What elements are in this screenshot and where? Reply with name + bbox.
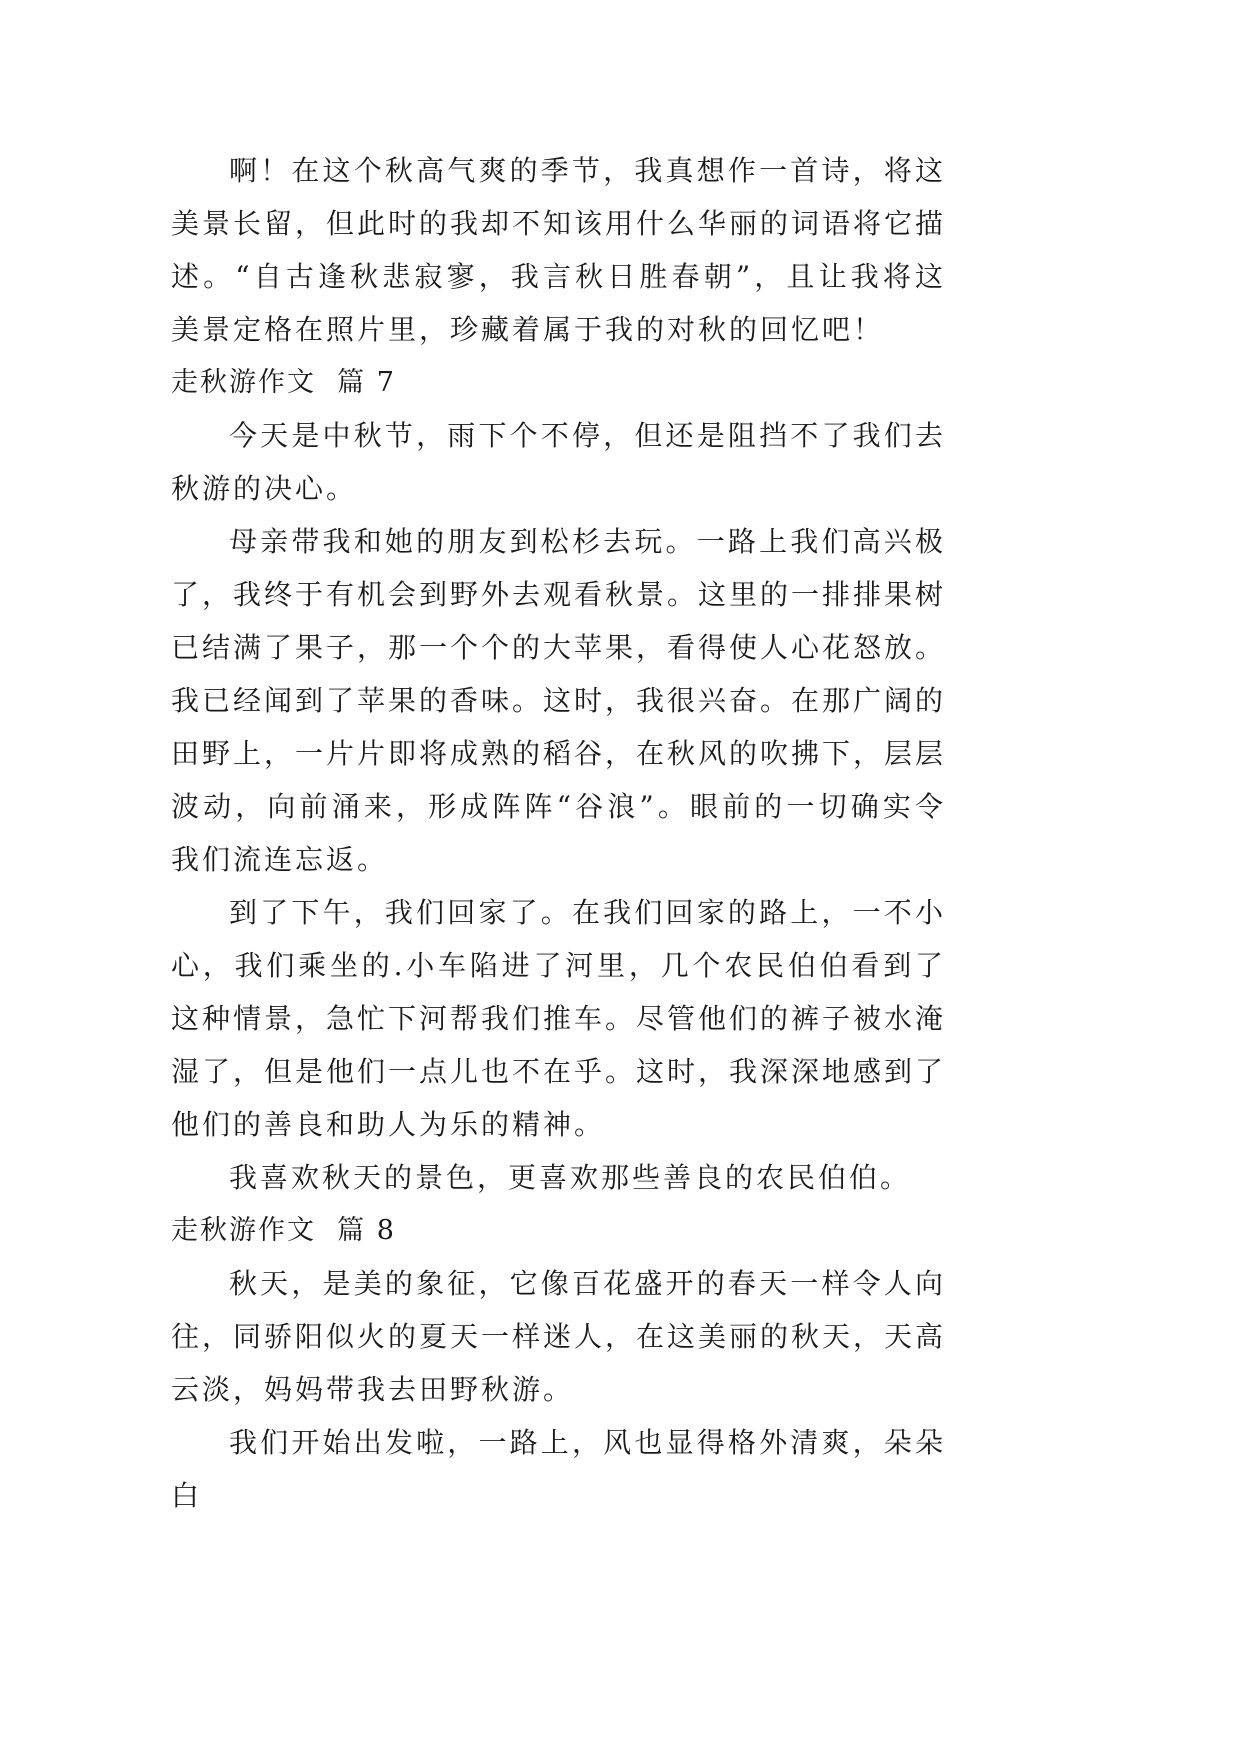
paragraph-8-2: 我们开始出发啦，一路上，风也显得格外清爽，朵朵白 <box>171 1426 946 1512</box>
paragraph-7-2: 母亲带我和她的朋友到松杉去玩。一路上我们高兴极了，我终于有机会到野外去观看秋景。这里的一排排果树已结满了果子，那一个个的大苹果，看得使人心花怒放。我已经闻到了苹果的香味。这时，我很兴奋。在那广阔的田野上，一片片即将成熟的稻谷，在秋风的吹拂下，层层波动，向前涌来，形成阵阵“谷浪”。眼前的一切确实令我们流连忘返。 <box>171 525 947 876</box>
section-heading-7: 走秋游作文 篇 7 <box>171 367 396 398</box>
section-heading-8: 走秋游作文 篇 8 <box>171 1215 396 1246</box>
paragraph-7-1: 今天是中秋节，雨下个不停，但还是阻挡不了我们去秋游的决心。 <box>171 419 946 505</box>
paragraph-8-1: 秋天，是美的象征，它像百花盛开的春天一样令人向往，同骄阳似火的夏天一样迷人，在这美丽的秋天，天高云淡，妈妈带我去田野秋游。 <box>171 1267 947 1406</box>
paragraph-7-3: 到了下午，我们回家了。在我们回家的路上，一不小心，我们乘坐的.小车陷进了河里，几个农民伯伯看到了这种情景，急忙下河帮我们推车。尽管他们的裤子被水淹湿了，但是他们一点儿也不在乎。这时，我深深地感到了他们的善良和助人为乐的精神。 <box>171 896 947 1141</box>
document-page <box>171 144 946 1522</box>
paragraph-7-4: 我喜欢秋天的景色，更喜欢那些善良的农民伯伯。 <box>229 1161 912 1194</box>
paragraph-intro: 啊！在这个秋高气爽的季节，我真想作一首诗，将这美景长留，但此时的我却不知该用什么华丽的词语将它描述。“自古逢秋悲寂寥，我言秋日胜春朝”，且让我将这美景定格在照片里，珍藏着属于我的对秋的回忆吧！ <box>171 154 947 346</box>
